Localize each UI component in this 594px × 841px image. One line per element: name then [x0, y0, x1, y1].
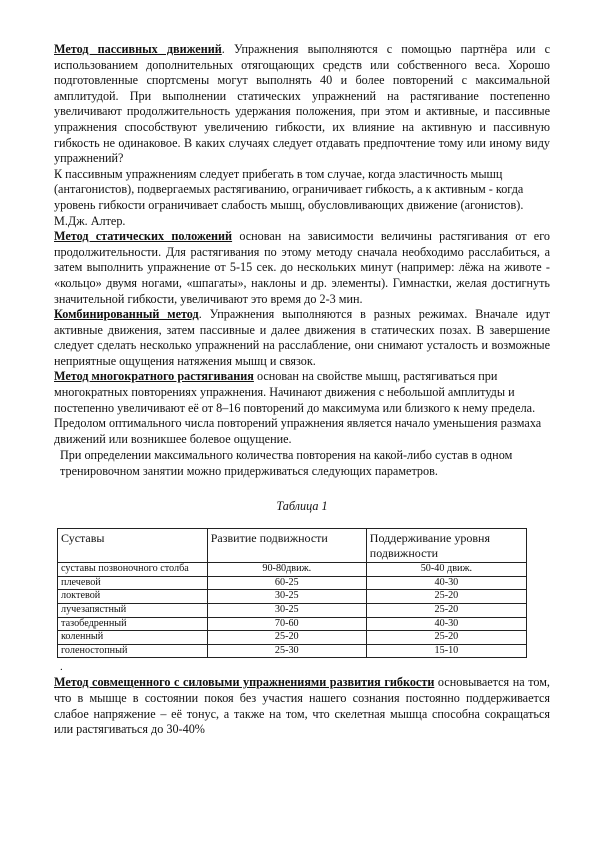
- paragraph-repeated-method: [54, 369, 550, 447]
- paragraph-strength-method: [54, 675, 550, 737]
- table-cell-joint: тазобедренный: [58, 617, 208, 631]
- table-cell-joint: плечевой: [58, 576, 208, 590]
- table-header-development: Развитие подвижности: [207, 529, 366, 563]
- table-row: [58, 590, 527, 604]
- table-row: [58, 576, 527, 590]
- document-page: [54, 42, 550, 738]
- text-static-method: основан на зависимости величины растягивания от его продолжительности. Для растягивания по этому методу сначала необходимо расслабиться, а затем выполнить упражнение от 5-15 сек. до нескольких минут (например: лёжа на животе - «кольцо» двумя ногами, «шпагаты», наклоны и др. элементы). Гимнастки, желая достигнуть значительной гибкости, увеличивают это время до 2-3 мин.: [54, 229, 551, 306]
- text-repeated-method: основан на свойстве мышц, растягиваться при многократных повторениях упражнения. Начинают движения с небольшой амплитуды и постепенно увеличивают её от 8–16 повторений до максимума или близкого к нему предела. Предолом оптимального числа повторений упражнения является начало уменьшения размаха движений или возникшее болевое ощущение.: [54, 369, 542, 446]
- heading-repeated-method: Метод многократного растягивания: [54, 369, 254, 384]
- text-passive-method: . Упражнения выполняются с помощью партнёра или с использованием дополнительных отягощающих средств или собственного веса. Хорошо подготовленные спортсмены могут выполнять 40 и более повторений с максимальной амплитудой. При выполнении статических упражнений на растягивание постепенно увеличивают продолжительность удержания положения, при этом и активные, и пассивные упражнения способствуют увеличению гибкости, их влияние на активную и пассивную гибкость не одинаковое. В каких случаях следует отдавать предпочтение тому или иному виду упражнений?: [54, 42, 551, 166]
- table-cell-development: 25-30: [207, 644, 366, 658]
- table-cell-development: 30-25: [207, 604, 366, 618]
- table-cell-joint: голеностопный: [58, 644, 208, 658]
- heading-combined-method: Комбинированный метод: [54, 307, 199, 322]
- table-cell-maintenance: 40-30: [366, 617, 526, 631]
- table-cell-development: 70-60: [207, 617, 366, 631]
- table-header-row: [58, 529, 527, 563]
- paragraph-passive-method: [54, 42, 550, 167]
- table-row: [58, 644, 527, 658]
- table-cell-maintenance: 25-20: [366, 604, 526, 618]
- table-row: [58, 563, 527, 577]
- table-cell-development: 30-25: [207, 590, 366, 604]
- table-cell-maintenance: 40-30: [366, 576, 526, 590]
- table-header-maintenance: Поддерживание уровня подвижности: [366, 529, 526, 563]
- table-row: [58, 631, 527, 645]
- table-cell-maintenance: 25-20: [366, 590, 526, 604]
- table-cell-maintenance: 25-20: [366, 631, 526, 645]
- table-header-joints: Суставы: [58, 529, 208, 563]
- table-row: [58, 604, 527, 618]
- paragraph-table-intro: При определении максимального количества повторения на какой-либо сустав в одном тренировочном занятии можно придерживаться следующих параметров.: [60, 448, 513, 479]
- heading-passive-method: Метод пассивных движений: [54, 42, 222, 56]
- table-cell-joint: суставы позвоночного столба: [58, 563, 208, 577]
- table-row: [58, 617, 527, 631]
- table-cell-joint: коленный: [58, 631, 208, 645]
- text-combined-method: . Упражнения выполняются в разных режимах. Вначале идут активные движения, затем пассивные и далее движения в статических позах. В завершение следует сделать несколько упражнений на расслабление, они снимают усталость и возможные неприятные ощущения натяжения мышц и связок.: [54, 307, 550, 368]
- table-cell-development: 60-25: [207, 576, 366, 590]
- heading-static-method: Метод статических положений: [54, 229, 233, 244]
- heading-strength-method: Метод совмещенного с силовыми упражнениями развития гибкости: [54, 675, 435, 690]
- paragraph-passive-note: К пассивным упражнениям следует прибегать в том случае, когда эластичность мышц (антагонистов), подвергаемых растягиванию, ограничивает гибкость, а к активным - когда уровень гибкости ограничивает слабость мышц, обусловливающих движение (агонистов). М.Дж. Алтер.: [54, 166, 524, 228]
- table-cell-joint: лучезапястный: [58, 604, 208, 618]
- table-cell-maintenance: 15-10: [366, 644, 526, 658]
- table-cell-maintenance: 50-40 движ.: [366, 563, 526, 577]
- table-cell-development: 90-80движ.: [207, 563, 366, 577]
- joints-table: [57, 528, 527, 658]
- text-strength-method: основывается на том, что в мышце в состоянии покоя без участия нашего сознания постоянно поддерживается слабое напряжение – её тонус, а также на том, что скелетная мышца способна сокращаться или растягиваться до 30-40%: [54, 675, 550, 737]
- table-cell-joint: локтевой: [58, 590, 208, 604]
- paragraph-combined-method: [54, 307, 550, 369]
- stray-dot: .: [60, 661, 63, 674]
- paragraph-static-method: [54, 229, 550, 307]
- table-caption: Таблица 1: [276, 498, 328, 513]
- table-cell-development: 25-20: [207, 631, 366, 645]
